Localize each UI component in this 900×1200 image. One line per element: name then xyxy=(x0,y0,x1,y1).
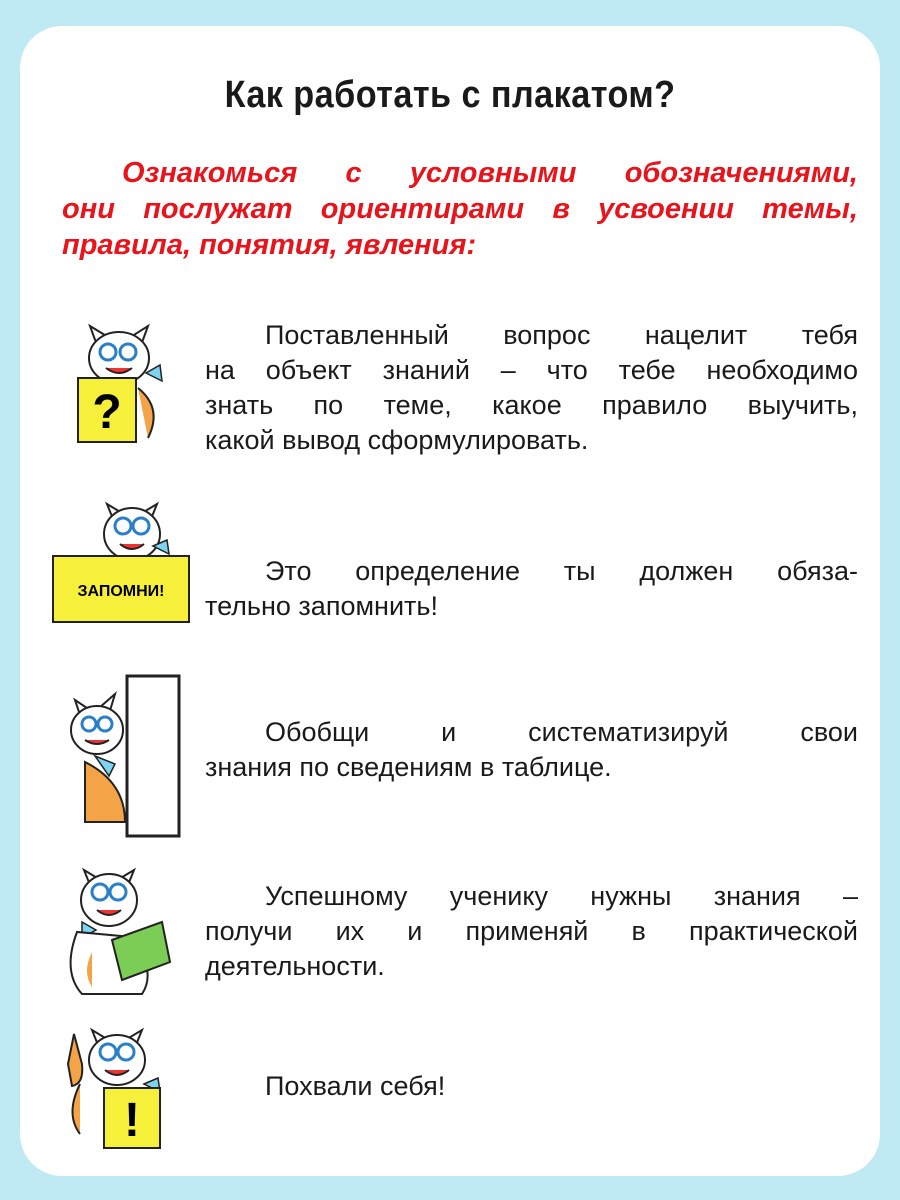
item-question xyxy=(205,318,858,458)
item-line: Обобщи и систематизируй свои xyxy=(265,717,858,747)
item-line: Успешному ученику нужны знания – xyxy=(265,881,858,911)
item-line: Поставленный вопрос нацелит тебя xyxy=(265,320,858,350)
item-line: Это определение ты должен обяза- xyxy=(265,556,858,586)
cat-table-icon xyxy=(55,672,185,842)
intro-line: правила, понятия, явления: xyxy=(62,229,477,261)
intro-line: они послужат ориентирами в усвоении темы, xyxy=(62,193,858,225)
item-praise xyxy=(205,1069,858,1104)
item-line: знания по сведениям в таблице. xyxy=(205,752,612,782)
intro-line: Ознакомься с условными обозначениями, xyxy=(122,157,858,189)
item-line: тельно запомнить! xyxy=(205,591,438,621)
item-line: получи их и применяй в практической xyxy=(205,916,858,946)
item-line: на объект знаний – что тебе необходимо xyxy=(205,355,858,385)
cat-remember-sign-icon xyxy=(45,496,200,628)
item-line: Похвали себя! xyxy=(265,1071,446,1101)
page-title: Как работать с плакатом? xyxy=(224,74,676,116)
item-remember xyxy=(205,554,858,624)
intro-text xyxy=(62,155,858,263)
item-line: знать по теме, какое правило выучить, xyxy=(205,390,858,420)
svg-text:!: ! xyxy=(124,1094,140,1147)
item-book xyxy=(205,879,858,984)
svg-text:ЗАПОМНИ!: ЗАПОМНИ! xyxy=(77,583,165,600)
cat-book-icon xyxy=(62,862,182,1000)
cat-question-icon xyxy=(68,318,178,448)
svg-text:?: ? xyxy=(92,386,122,439)
item-line: какой вывод сформулировать. xyxy=(205,425,589,455)
item-line: деятельности. xyxy=(205,951,385,981)
item-table xyxy=(205,715,858,785)
cat-exclamation-icon xyxy=(60,1024,170,1152)
